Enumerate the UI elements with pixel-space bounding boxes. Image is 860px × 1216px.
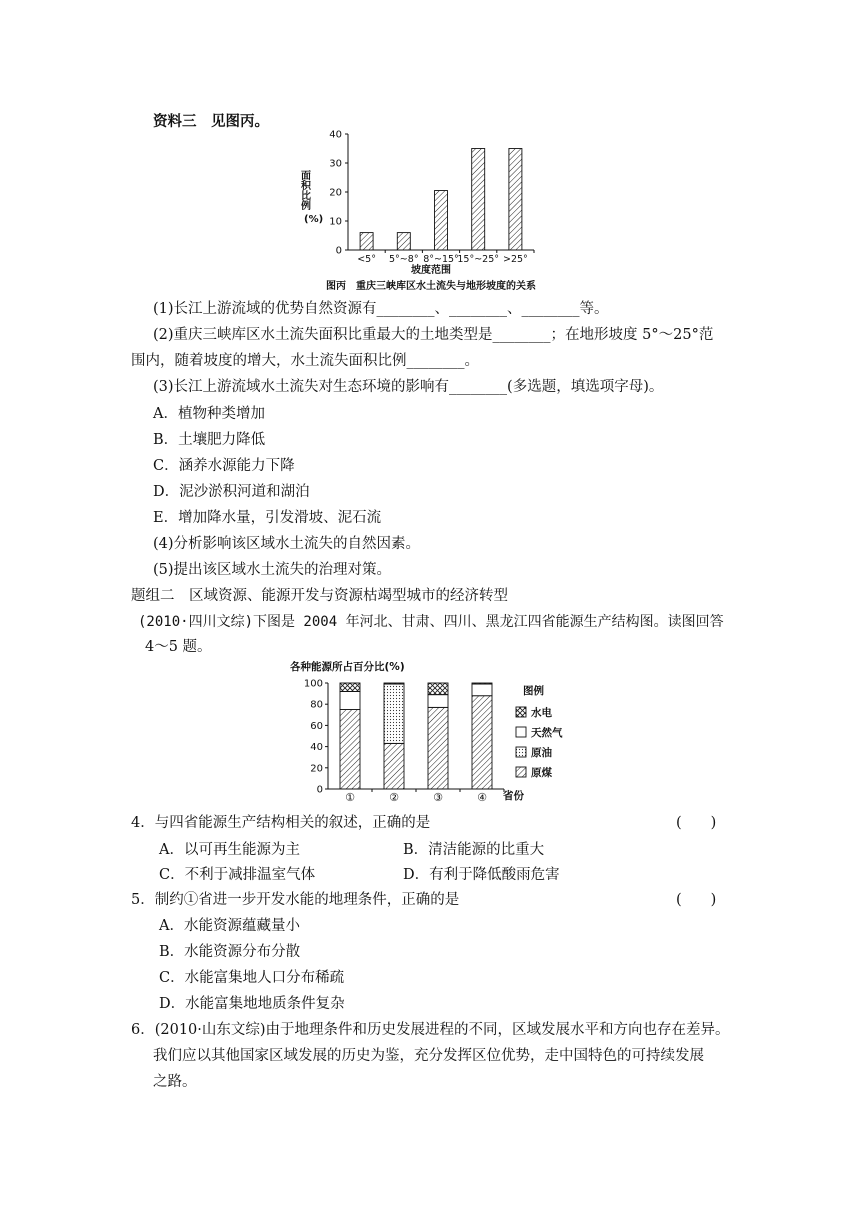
x-tick-label: 8°~15° xyxy=(423,254,459,265)
bars xyxy=(360,149,522,251)
legend-label: 原煤 xyxy=(531,767,552,779)
question-line: (3)长江上游流域水土流失对生态环境的影响有________(多选题，填选项字母)。 xyxy=(153,379,664,395)
x-tick-label: ③ xyxy=(433,791,443,804)
q4-answer-bracket: ( ) xyxy=(676,815,717,831)
q4-option-b: B．清洁能源的比重大 xyxy=(403,842,545,858)
question-line: (2)重庆三峡库区水土流失面积比重最大的土地类型是________；在地形坡度 5°～25°范 xyxy=(153,327,714,343)
q4-option-a: A．以可再生能源为主 xyxy=(159,842,300,858)
energy-stacked-chart xyxy=(290,658,580,808)
y-axis-unit: (%) xyxy=(304,214,324,225)
question-line: (4)分析影响该区域水土流失的自然因素。 xyxy=(153,536,421,552)
q6-line-1: 6．(2010·山东文综)由于地理条件和历史发展进程的不同，区域发展水平和方向也存在差异。 xyxy=(131,1022,730,1038)
question-line: A．植物种类增加 xyxy=(153,406,265,422)
x-axis-label: 坡度范围 xyxy=(411,265,451,276)
y-tick-label: 40 xyxy=(329,129,342,141)
bar-segment xyxy=(384,683,404,684)
x-tick-label: 15°~25° xyxy=(457,254,500,265)
intro-line-2: 4～5 题。 xyxy=(145,639,212,655)
legend-swatch xyxy=(516,707,526,717)
legend-title: 图例 xyxy=(523,685,544,697)
y-tick-label: 60 xyxy=(310,720,323,732)
y-tick-label: 100 xyxy=(303,678,323,690)
y-tick-label: 20 xyxy=(310,763,323,775)
q5-stem: 5．制约①省进一步开发水能的地理条件，正确的是 xyxy=(131,892,460,908)
q4-option-c: C．不利于减排温室气体 xyxy=(159,867,316,883)
chart-caption: 图丙 重庆三峡库区水土流失与地形坡度的关系 xyxy=(326,281,536,292)
material-text: 见图丙。 xyxy=(211,114,269,130)
y-tick-label: 30 xyxy=(329,158,342,170)
q6-line-3: 之路。 xyxy=(153,1074,197,1090)
q6-line-2: 我们应以其他国家区域发展的历史为鉴，充分发挥区位优势，走中国特色的可持续发展 xyxy=(153,1048,704,1064)
question-line: (5)提出该区域水土流失的治理对策。 xyxy=(153,562,392,578)
q4-stem: 4．与四省能源生产结构相关的叙述，正确的是 xyxy=(131,815,431,831)
q5-option-d: D．水能富集地地质条件复杂 xyxy=(159,996,345,1012)
chart-title: 各种能源所占百分比(%) xyxy=(290,661,405,673)
group-title: 题组二 区域资源、能源开发与资源枯竭型城市的经济转型 xyxy=(131,588,508,604)
y-tick-label: 20 xyxy=(329,187,342,199)
x-tick-label: ④ xyxy=(477,791,487,804)
question-line: B．土壤肥力降低 xyxy=(153,432,266,448)
q5-option-a: A．水能资源蕴藏量小 xyxy=(159,918,300,934)
legend-swatch xyxy=(516,747,526,757)
legend-swatch xyxy=(516,727,526,737)
bar-segment xyxy=(340,710,360,790)
bar xyxy=(472,149,485,251)
stacked-bars xyxy=(340,683,492,789)
question-line: E．增加降水量，引发滑坡、泥石流 xyxy=(153,510,382,526)
legend-swatch xyxy=(516,767,526,777)
x-tick-label: <5° xyxy=(357,254,376,265)
y-tick-label: 0 xyxy=(335,245,342,257)
bar-segment xyxy=(384,743,404,789)
y-tick-label: 0 xyxy=(316,784,323,796)
legend xyxy=(516,684,563,779)
slope-bar-chart xyxy=(300,126,570,294)
bar-segment xyxy=(340,683,360,691)
q5-option-b: B．水能资源分布分散 xyxy=(159,944,301,960)
bar xyxy=(435,191,448,250)
x-tick-label: >25° xyxy=(502,254,528,265)
intro-line-1: (2010·四川文综)下图是 2004 年河北、甘肃、四川、黑龙江四省能源生产结构图。读图回答 xyxy=(138,614,724,630)
bar-segment xyxy=(472,696,492,789)
q4-option-d: D．有利于降低酸雨危害 xyxy=(403,867,560,883)
question-line: 围内，随着坡度的增大，水土流失面积比例________。 xyxy=(131,353,479,369)
y-tick-label: 80 xyxy=(310,699,323,711)
bar-segment xyxy=(428,707,448,789)
y-tick-label: 10 xyxy=(329,216,342,228)
bar-segment xyxy=(340,691,360,709)
x-axis-label: 省份 xyxy=(503,790,524,802)
bar-segment xyxy=(384,684,404,743)
bar xyxy=(397,233,410,250)
y-axis-label: 面积比例 xyxy=(298,170,310,210)
x-tick-label: 5°~8° xyxy=(389,254,419,265)
bar-segment xyxy=(428,683,448,695)
bar-segment xyxy=(472,684,492,696)
bar xyxy=(509,149,522,251)
y-tick-label: 40 xyxy=(310,742,323,754)
question-line: D．泥沙淤积河道和湖泊 xyxy=(153,484,310,500)
x-tick-label: ② xyxy=(389,791,399,804)
q5-answer-bracket: ( ) xyxy=(676,892,717,908)
legend-label: 水电 xyxy=(531,707,552,719)
question-line: (1)长江上游流域的优势自然资源有________、________、________等。 xyxy=(153,301,609,317)
legend-label: 天然气 xyxy=(531,727,563,739)
q5-option-c: C．水能富集地人口分布稀疏 xyxy=(159,970,345,986)
bar xyxy=(360,233,373,250)
material-label: 资料三 xyxy=(153,114,197,130)
question-line: C．涵养水源能力下降 xyxy=(153,458,295,474)
bar-segment xyxy=(472,683,492,684)
x-tick-label: ① xyxy=(345,791,355,804)
legend-label: 原油 xyxy=(531,747,552,759)
material-heading xyxy=(153,112,269,132)
bar-segment xyxy=(428,695,448,708)
